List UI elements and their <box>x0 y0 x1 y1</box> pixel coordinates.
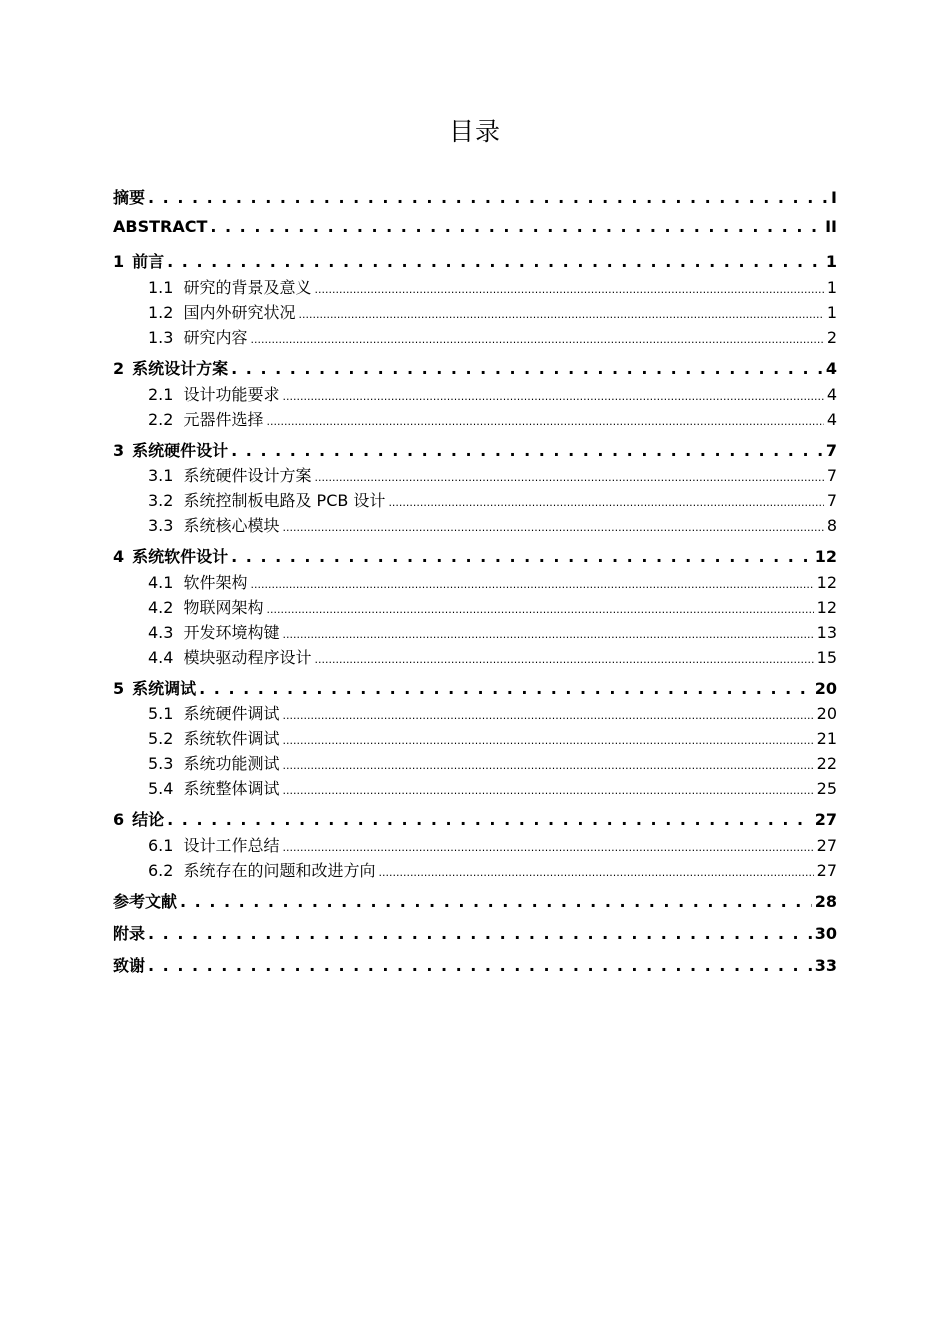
toc-dot-leader <box>266 598 813 617</box>
toc-dot-leader <box>148 924 812 943</box>
toc-entry-label: 系统控制板电路及 PCB 设计 <box>183 491 386 510</box>
toc-entry-number: 3.2 <box>148 491 174 510</box>
toc-entry-label: 系统硬件设计方案 <box>183 466 312 485</box>
toc-entry[interactable] <box>113 595 837 618</box>
toc-dot-leader <box>148 188 828 207</box>
toc-dot-leader <box>282 836 813 855</box>
toc-entry[interactable] <box>113 275 837 298</box>
toc-dot-leader <box>210 217 822 236</box>
toc-entry-label: 软件架构 <box>183 573 248 592</box>
toc-dot-leader <box>250 328 823 347</box>
toc-entry-page: 27 <box>816 836 837 855</box>
toc-entry[interactable] <box>113 921 837 944</box>
toc-dot-leader <box>148 956 812 975</box>
toc-entry-number: 1.3 <box>148 328 174 347</box>
toc-entry[interactable] <box>113 807 837 830</box>
toc-entry-page: 22 <box>816 754 837 773</box>
toc-dot-leader <box>314 278 823 297</box>
toc-entry-number: 6 <box>113 810 125 829</box>
toc-entry-number: 4.3 <box>148 623 174 642</box>
toc-entry-page: 33 <box>814 956 837 975</box>
toc-entry-label: 摘要 <box>113 188 146 207</box>
toc-entry[interactable] <box>113 217 837 236</box>
toc-entry-page: II <box>825 217 837 236</box>
toc-entry-number: 5.2 <box>148 729 174 748</box>
toc-entry[interactable] <box>113 751 837 774</box>
toc-dot-leader <box>282 516 823 535</box>
toc-dot-leader <box>282 623 813 642</box>
toc-entry-label: 系统设计方案 <box>132 359 229 378</box>
toc-entry-number: 2.2 <box>148 410 174 429</box>
toc-entry[interactable] <box>113 325 837 348</box>
toc-entry-label: 研究内容 <box>183 328 248 347</box>
toc-dot-leader <box>167 810 812 829</box>
toc-entry-page: 20 <box>814 679 837 698</box>
toc-entry-number: 4.1 <box>148 573 174 592</box>
toc-dot-leader <box>282 385 823 404</box>
toc-entry[interactable] <box>113 249 837 272</box>
toc-entry-label: 前言 <box>132 252 165 271</box>
toc-entry-number: 1.2 <box>148 303 174 322</box>
toc-entry-label: 设计功能要求 <box>183 385 280 404</box>
toc-entry-label: 系统存在的问题和改进方向 <box>183 861 376 880</box>
toc-entry[interactable] <box>113 676 837 699</box>
toc-dot-leader <box>180 892 812 911</box>
toc-entry-label: 模块驱动程序设计 <box>183 648 312 667</box>
toc-entry-page: 27 <box>814 810 837 829</box>
toc-entry-label: 系统软件设计 <box>132 547 229 566</box>
toc-entry-page: 7 <box>826 466 837 485</box>
toc-dot-leader <box>167 252 823 271</box>
toc-entry-page: 28 <box>814 892 837 911</box>
toc-dot-leader <box>298 303 823 322</box>
toc-entry-label: 系统硬件设计 <box>132 441 229 460</box>
toc-entry-number: 6.2 <box>148 861 174 880</box>
toc-entry-label: 元器件选择 <box>183 410 264 429</box>
toc-entry-number: 5.3 <box>148 754 174 773</box>
toc-entry-label: 设计工作总结 <box>183 836 280 855</box>
toc-entry-number: 1 <box>113 252 125 271</box>
toc-entry-number: 5.4 <box>148 779 174 798</box>
toc-entry[interactable] <box>113 953 837 976</box>
toc-entry-page: 8 <box>826 516 837 535</box>
toc-entry-page: 1 <box>825 252 837 271</box>
toc-dot-leader <box>266 410 823 429</box>
toc-entry-page: 12 <box>816 598 837 617</box>
toc-entry-number: 2 <box>113 359 125 378</box>
toc-entry-label: 物联网架构 <box>183 598 264 617</box>
toc-entry-page: 12 <box>814 547 837 566</box>
toc-dot-leader <box>250 573 813 592</box>
toc-entry-label: 国内外研究状况 <box>183 303 296 322</box>
toc-entry[interactable] <box>113 776 837 799</box>
toc-entry[interactable] <box>113 407 837 430</box>
toc-entry-label: 开发环境构键 <box>183 623 280 642</box>
toc-entry-page: 1 <box>826 278 837 297</box>
toc-entry-number: 4.4 <box>148 648 174 667</box>
toc-entry-page: 4 <box>825 359 837 378</box>
toc-entry-page: 20 <box>816 704 837 723</box>
toc-entry[interactable] <box>113 570 837 593</box>
toc-entry[interactable] <box>113 645 837 668</box>
toc-entry[interactable] <box>113 620 837 643</box>
toc-entry[interactable] <box>113 889 837 912</box>
toc-entry-page: 25 <box>816 779 837 798</box>
toc-entry-number: 3 <box>113 441 125 460</box>
toc-dot-leader <box>199 679 812 698</box>
toc-entry-number: 4.2 <box>148 598 174 617</box>
toc-entry-label: 结论 <box>132 810 165 829</box>
toc-dot-leader <box>282 754 813 773</box>
toc-entry-page: 4 <box>826 385 837 404</box>
toc-entry-page: 27 <box>816 861 837 880</box>
toc-entry-number: 6.1 <box>148 836 174 855</box>
toc-dot-leader <box>314 648 813 667</box>
toc-entry-page: 13 <box>816 623 837 642</box>
toc-entry-page: 12 <box>816 573 837 592</box>
toc-entry-label: 系统软件调试 <box>183 729 280 748</box>
toc-entry-number: 3.1 <box>148 466 174 485</box>
toc-entry-label: ABSTRACT <box>113 217 208 236</box>
toc-entry[interactable] <box>113 300 837 323</box>
toc-entry[interactable] <box>113 701 837 724</box>
toc-entry-number: 1.1 <box>148 278 174 297</box>
toc-entry-number: 4 <box>113 547 125 566</box>
toc-entry[interactable] <box>113 488 837 511</box>
toc-entry-label: 参考文献 <box>113 892 178 911</box>
toc-entry-page: 30 <box>814 924 837 943</box>
page-title: 目录 <box>448 117 501 146</box>
toc-entry[interactable] <box>113 726 837 749</box>
toc-entry[interactable] <box>113 463 837 486</box>
toc-entry[interactable] <box>113 382 837 405</box>
toc-entry-label: 附录 <box>113 924 146 943</box>
toc-entry[interactable] <box>113 438 837 461</box>
toc-dot-leader <box>388 491 823 510</box>
toc-entry-page: 7 <box>825 441 837 460</box>
toc-dot-leader <box>231 359 823 378</box>
toc-entry[interactable] <box>113 356 837 379</box>
toc-entry-number: 5 <box>113 679 125 698</box>
toc-dot-leader <box>231 547 812 566</box>
toc-entry-label: 系统整体调试 <box>183 779 280 798</box>
toc-entry-page: 4 <box>826 410 837 429</box>
toc-entry-label: 研究的背景及意义 <box>183 278 312 297</box>
toc-entry-label: 致谢 <box>113 956 146 975</box>
toc-dot-leader <box>282 704 813 723</box>
toc-entry-label: 系统调试 <box>132 679 197 698</box>
toc-entry[interactable] <box>113 833 837 856</box>
toc-entry-page: I <box>831 188 837 207</box>
toc-entry-page: 21 <box>816 729 837 748</box>
toc-entry[interactable] <box>113 544 837 567</box>
toc-entry-number: 2.1 <box>148 385 174 404</box>
toc-entry-page: 2 <box>826 328 837 347</box>
toc-entry[interactable] <box>113 858 837 881</box>
toc-dot-leader <box>231 441 823 460</box>
toc-dot-leader <box>282 729 813 748</box>
toc-dot-leader <box>378 861 813 880</box>
toc-entry-label: 系统硬件调试 <box>183 704 280 723</box>
toc-entry-number: 5.1 <box>148 704 174 723</box>
toc-dot-leader <box>314 466 823 485</box>
toc-entry-page: 15 <box>816 648 837 667</box>
toc-dot-leader <box>282 779 813 798</box>
toc-entry[interactable] <box>113 513 837 536</box>
toc-entry-label: 系统核心模块 <box>183 516 280 535</box>
toc-entry-page: 7 <box>826 491 837 510</box>
toc-entry-label: 系统功能测试 <box>183 754 280 773</box>
toc-entry-page: 1 <box>826 303 837 322</box>
toc-entry[interactable] <box>113 185 837 208</box>
toc-entry-number: 3.3 <box>148 516 174 535</box>
